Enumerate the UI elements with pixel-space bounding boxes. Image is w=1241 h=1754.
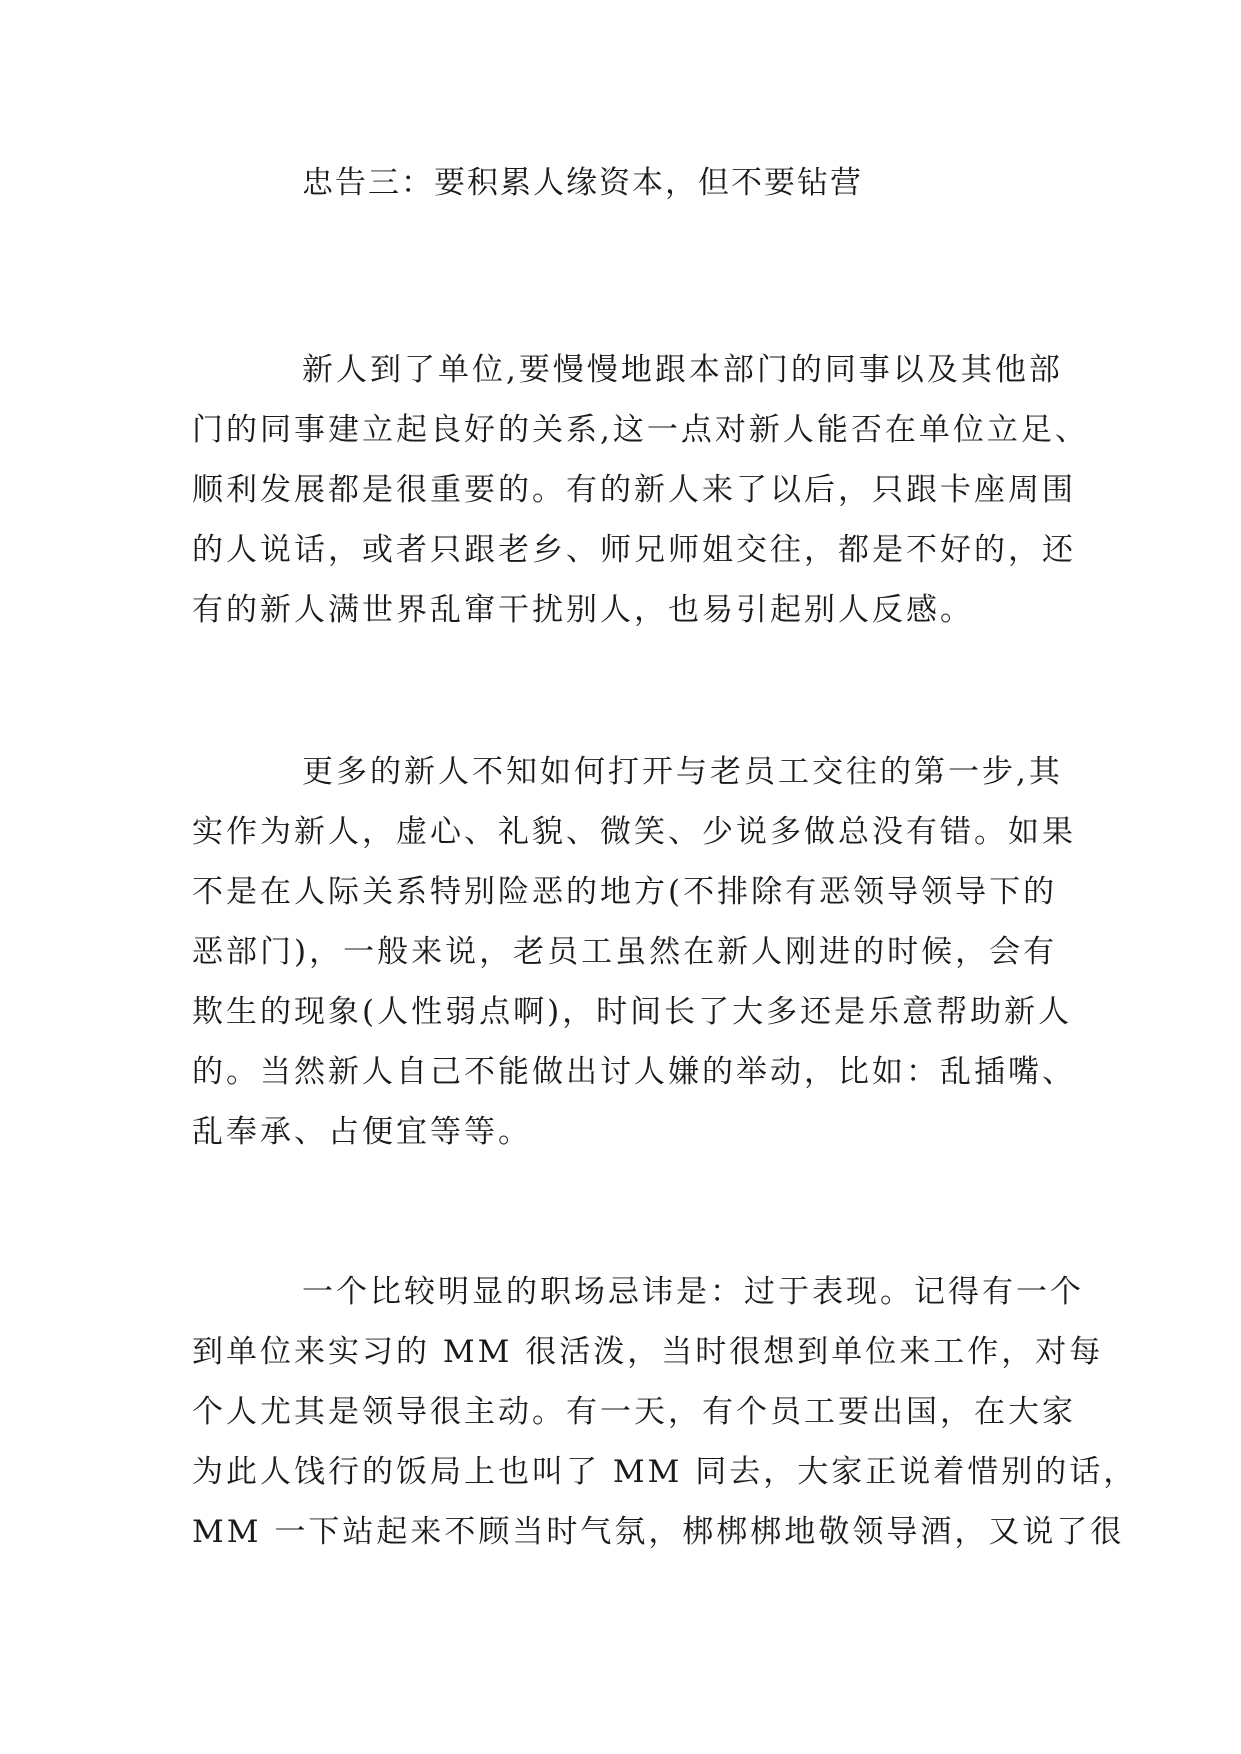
paragraph-line: 更多的新人不知如何打开与老员工交往的第一步,其 (302, 754, 1063, 790)
paragraph-line: 到单位来实习的 MM 很活泼，当时很想到单位来工作，对每 (192, 1334, 1104, 1370)
paragraph-line: 一个比较明显的职场忌讳是：过于表现。记得有一个 (302, 1274, 1084, 1310)
paragraph-3 (192, 1262, 1138, 1562)
paragraph-line: 不是在人际关系特别险恶的地方(不排除有恶领导领导下的 (192, 874, 1058, 910)
paragraph-line: 的人说话，或者只跟老乡、师兄师姐交往，都是不好的，还 (192, 532, 1076, 568)
paragraph-line: MM 一下站起来不顾当时气氛，梆梆梆地敬领导酒，又说了很 (192, 1514, 1125, 1550)
paragraph-2 (192, 742, 1076, 1162)
paragraph-line: 门的同事建立起良好的关系,这一点对新人能否在单位立足、 (192, 412, 1089, 448)
paragraph-line: 欺生的现象(人性弱点啊)，时间长了大多还是乐意帮助新人 (192, 994, 1073, 1030)
paragraph-line: 的。当然新人自己不能做出讨人嫌的举动，比如：乱插嘴、 (192, 1054, 1076, 1090)
paragraph-line: 为此人饯行的饭局上也叫了 MM 同去，大家正说着惜别的话， (192, 1454, 1138, 1490)
paragraph-line: 有的新人满世界乱窜干扰别人，也易引起别人反感。 (192, 592, 974, 628)
paragraph-line: 顺利发展都是很重要的。有的新人来了以后，只跟卡座周围 (192, 472, 1076, 508)
paragraph-line: 实作为新人，虚心、礼貌、微笑、少说多做总没有错。如果 (192, 814, 1076, 850)
paragraph-line: 新人到了单位,要慢慢地跟本部门的同事以及其他部 (302, 352, 1063, 388)
paragraph-1 (192, 340, 1089, 640)
section-heading: 忠告三：要积累人缘资本，但不要钻营 (302, 165, 863, 201)
paragraph-line: 个人尤其是领导很主动。有一天，有个员工要出国，在大家 (192, 1394, 1076, 1430)
paragraph-line: 恶部门)，一般来说，老员工虽然在新人刚进的时候，会有 (192, 934, 1058, 970)
paragraph-line: 乱奉承、占便宜等等。 (192, 1114, 532, 1150)
